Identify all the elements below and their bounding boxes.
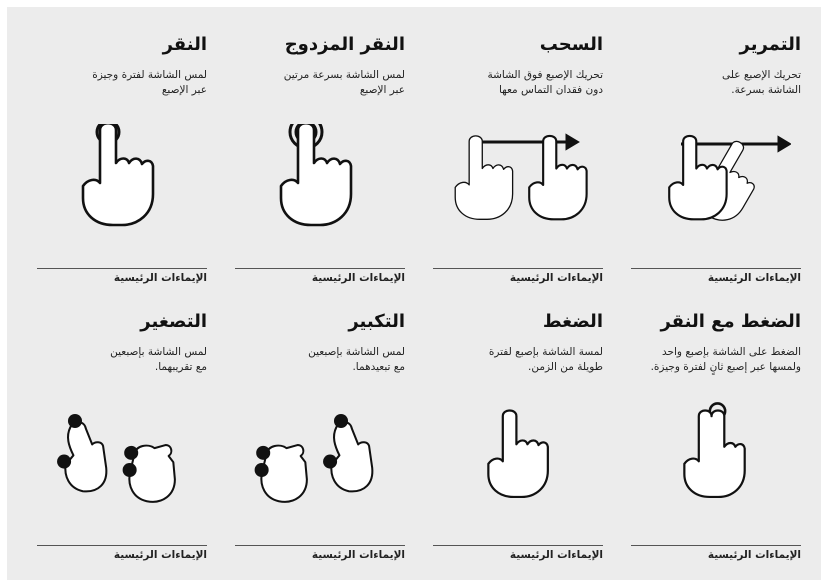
double-tap-gesture-icon (245, 124, 395, 234)
gesture-card-tap (37, 16, 207, 284)
gesture-card-pinch (37, 293, 207, 561)
gesture-description: تحريك الإصبع فوق الشاشة دون فقدان التماس معها (487, 69, 603, 96)
drag-gesture-icon (443, 124, 593, 234)
gesture-infographic (7, 7, 821, 580)
gesture-description: الضغط على الشاشة بإصبع واحد ولمسها عبر إصبع ثانٍ لفترة وجيزة. (650, 346, 801, 373)
gesture-card-flick (631, 16, 801, 284)
divider-line (37, 268, 207, 269)
gesture-category-label: الإيماءات الرئيسية (707, 272, 801, 284)
gesture-description: لمس الشاشة بإصبعين مع تقريبهما. (110, 346, 207, 373)
spread-gesture-icon (245, 401, 395, 511)
gesture-title: التصغير (140, 311, 207, 332)
gesture-description: لمس الشاشة بإصبعين مع تبعيدهما. (308, 346, 405, 373)
divider-line (37, 545, 207, 546)
gesture-card-double-tap (235, 16, 405, 284)
gesture-title: السحب (539, 34, 603, 55)
gesture-title: النقر (162, 34, 207, 55)
gesture-category-label: الإيماءات الرئيسية (311, 272, 405, 284)
gesture-category-label: الإيماءات الرئيسية (113, 549, 207, 561)
divider-line (631, 268, 801, 269)
gesture-category-label: الإيماءات الرئيسية (113, 272, 207, 284)
divider-line (433, 545, 603, 546)
divider-line (631, 545, 801, 546)
divider-line (433, 268, 603, 269)
gesture-title: التمرير (739, 34, 801, 55)
gesture-category-label: الإيماءات الرئيسية (509, 272, 603, 284)
gesture-title: التكبير (348, 311, 405, 332)
gesture-title: الضغط مع النقر (660, 311, 801, 332)
gesture-card-drag (433, 16, 603, 284)
press-gesture-icon (443, 401, 593, 511)
gesture-category-label: الإيماءات الرئيسية (707, 549, 801, 561)
gesture-title: النقر المزدوج (284, 34, 405, 55)
gesture-title: الضغط (542, 311, 603, 332)
divider-line (235, 268, 405, 269)
flick-gesture-icon (641, 124, 791, 234)
gesture-description: لمس الشاشة لفترة وجيزة عبر الإصبع (92, 69, 207, 96)
divider-line (235, 545, 405, 546)
gesture-description: تحريك الإصبع على الشاشة بسرعة. (721, 69, 801, 96)
gesture-description: لمس الشاشة بسرعة مرتين عبر الإصبع (283, 69, 405, 96)
press-and-tap-gesture-icon (641, 401, 791, 511)
tap-gesture-icon (47, 124, 197, 234)
gesture-category-label: الإيماءات الرئيسية (311, 549, 405, 561)
gesture-card-press (433, 293, 603, 561)
pinch-gesture-icon (47, 401, 197, 511)
gesture-card-spread (235, 293, 405, 561)
gesture-card-press-and-tap (631, 293, 801, 561)
gesture-category-label: الإيماءات الرئيسية (509, 549, 603, 561)
gesture-description: لمسة الشاشة بإصبع لفترة طويلة من الزمن. (488, 346, 603, 373)
